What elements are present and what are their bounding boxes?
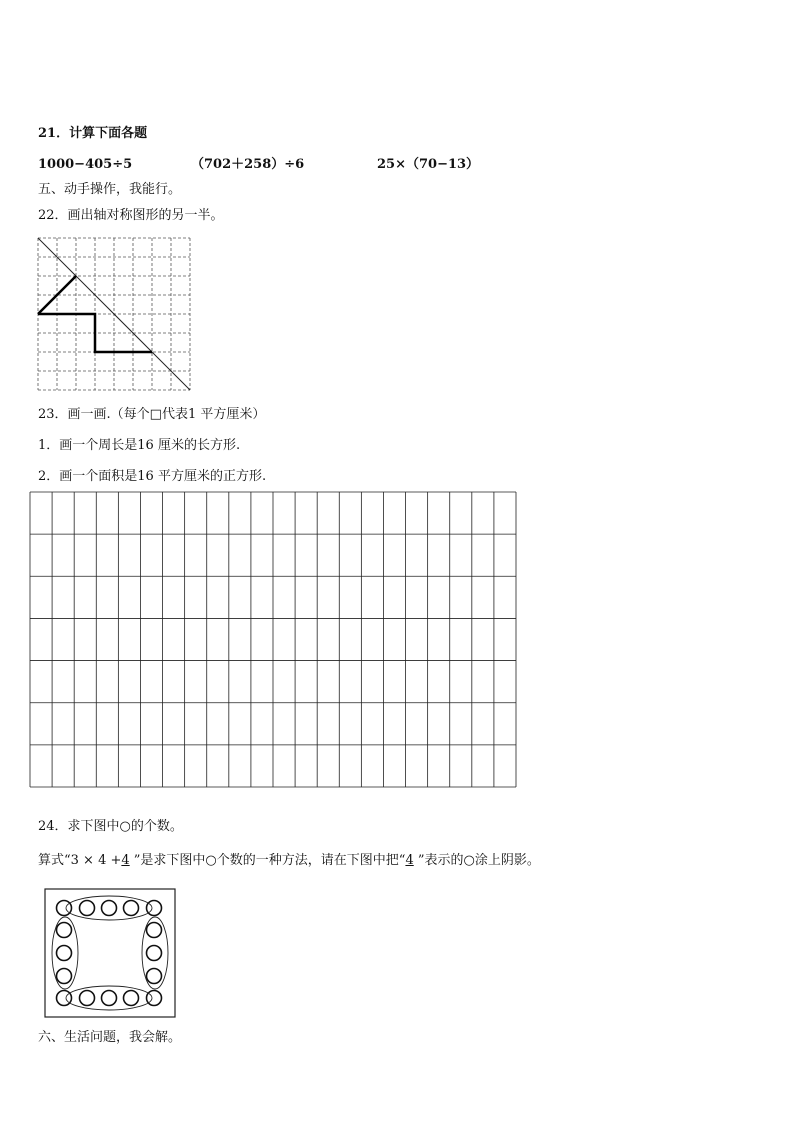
q24-instruction-pre: 算式“3 × 4 + bbox=[38, 853, 122, 868]
q23-item-2: 2．画一个面积是16 平方厘米的正方形. bbox=[38, 469, 267, 484]
circle bbox=[102, 901, 117, 916]
q24-number-4: 4 bbox=[121, 853, 130, 868]
circle bbox=[124, 901, 139, 916]
circle bbox=[147, 923, 162, 938]
section-6-heading: 六、生活问题，我会解。 bbox=[38, 1030, 182, 1045]
q24-instruction-mid: ”是求下图中○个数的一种方法，请在下图中把“ bbox=[129, 853, 406, 868]
circle bbox=[147, 901, 162, 916]
q22-title: 22．画出轴对称图形的另一半。 bbox=[38, 208, 224, 223]
circle bbox=[147, 969, 162, 984]
circles-figure bbox=[44, 888, 178, 1020]
circle bbox=[102, 991, 117, 1006]
circle bbox=[124, 991, 139, 1006]
q21-title: 21．计算下面各题 bbox=[38, 126, 148, 141]
q23-item-1: 1．画一个周长是16 厘米的长方形. bbox=[38, 438, 241, 453]
circle bbox=[147, 991, 162, 1006]
q24-instruction bbox=[38, 853, 540, 869]
circle bbox=[57, 969, 72, 984]
circle bbox=[57, 991, 72, 1006]
circle bbox=[80, 991, 95, 1006]
square-grid bbox=[29, 491, 519, 790]
circle bbox=[80, 901, 95, 916]
section-5-heading: 五、动手操作，我能行。 bbox=[38, 182, 182, 197]
circle bbox=[147, 946, 162, 961]
q24-instruction-post: ”表示的○涂上阴影。 bbox=[413, 853, 540, 868]
circle bbox=[57, 923, 72, 938]
q24-title: 24．求下图中○的个数。 bbox=[38, 819, 183, 834]
q23-title: 23．画一画.（每个□代表1 平方厘米） bbox=[38, 407, 266, 422]
q24-number-4-second: 4 bbox=[405, 853, 414, 868]
circle bbox=[57, 946, 72, 961]
circle bbox=[57, 901, 72, 916]
q21-expression-2: （702＋258）÷6 bbox=[191, 157, 305, 172]
q21-expression-1: 1000−405÷5 bbox=[38, 157, 133, 172]
symmetry-grid-figure bbox=[36, 236, 194, 392]
q21-expression-3: 25×（70−13） bbox=[377, 157, 480, 172]
